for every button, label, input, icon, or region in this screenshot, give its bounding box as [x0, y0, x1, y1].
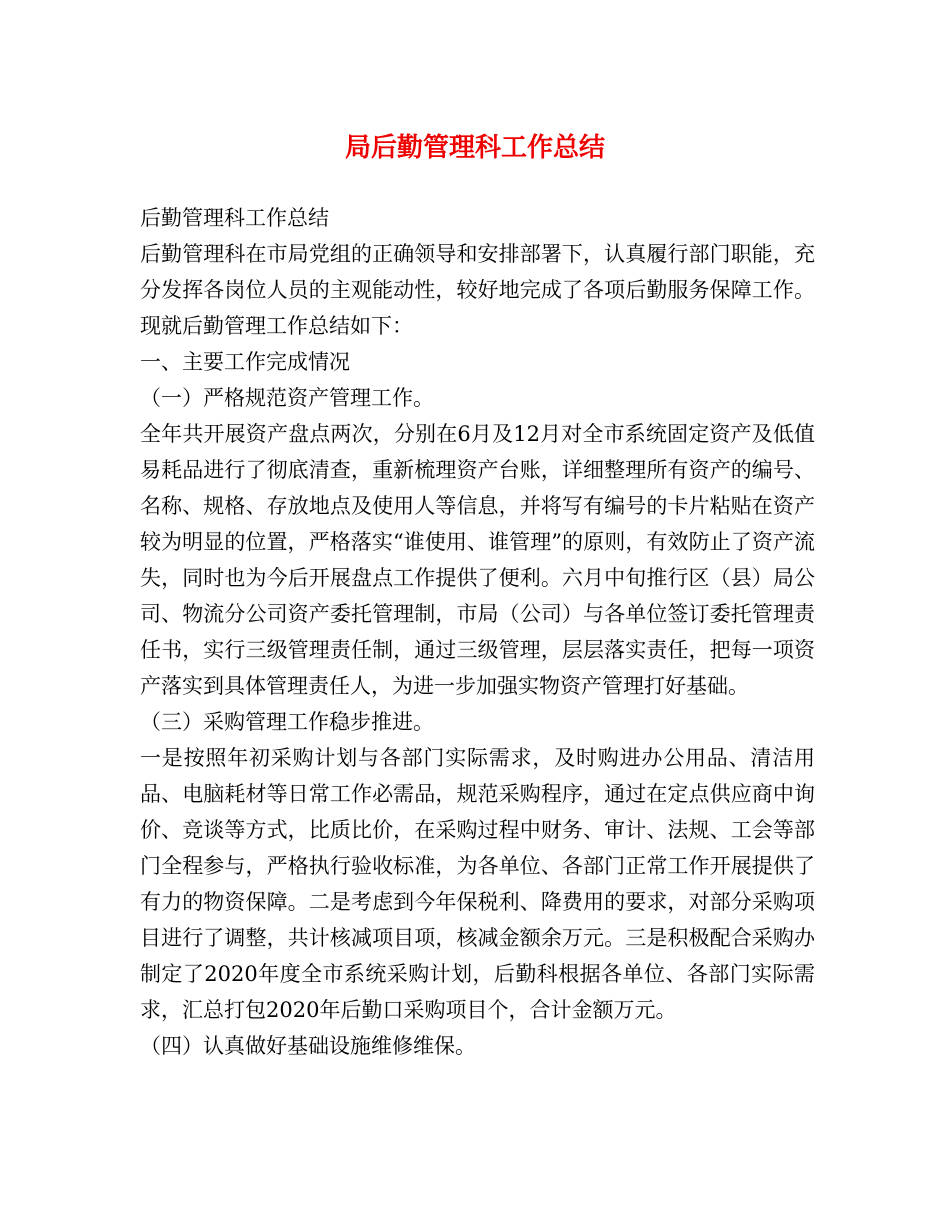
intro-paragraph: 后勤管理科在市局党组的正确领导和安排部署下，认真履行部门职能，充分发挥各岗位人员的主观能动性，较好地完成了各项后勤服务保障工作。现就后勤管理工作总结如下：	[140, 242, 815, 338]
asset-management-paragraph: 全年共开展资产盘点两次，分别在6月及12月对全市系统固定资产及低值易耗品进行了彻底清查，重新梳理资产台账，详细整理所有资产的编号、名称、规格、存放地点及使用人等信息，并将写有编号的卡片粘贴在资产较为明显的位置，严格落实“谁使用、谁管理”的原则，有效防止了资产流失，同时也为今后开展盘点工作提供了便利。六月中旬推行区（县）局公司、物流分公司资产委托管理制，市局（公司）与各单位签订委托管理责任书，实行三级管理责任制，通过三级管理，层层落实责任，把每一项资产落实到具体管理责任人，为进一步加强实物资产管理打好基础。	[140, 422, 815, 698]
document-title: 局后勤管理科工作总结	[344, 133, 605, 163]
body-subtitle: 后勤管理科工作总结	[140, 206, 329, 230]
subsection-heading-asset-management: （一）严格规范资产管理工作。	[140, 386, 434, 410]
subsection-heading-procurement: （三）采购管理工作稳步推进。	[140, 710, 434, 734]
document-body	[140, 200, 815, 1064]
section-heading-main-work: 一、主要工作完成情况	[140, 350, 350, 374]
procurement-paragraph: 一是按照年初采购计划与各部门实际需求，及时购进办公用品、清洁用品、电脑耗材等日常工作必需品，规范采购程序，通过在定点供应商中询价、竞谈等方式，比质比价，在采购过程中财务、审计、法规、工会等部门全程参与，严格执行验收标准，为各单位、各部门正常工作开展提供了有力的物资保障。二是考虑到今年保税利、降费用的要求，对部分采购项目进行了调整，共计核减项目项，核减金额余万元。三是积极配合采购办制定了2020年度全市系统采购计划，后勤科根据各单位、各部门实际需求，汇总打包2020年后勤口采购项目个，合计金额万元。	[140, 746, 815, 1022]
subsection-heading-maintenance: （四）认真做好基础设施维修维保。	[140, 1034, 476, 1058]
